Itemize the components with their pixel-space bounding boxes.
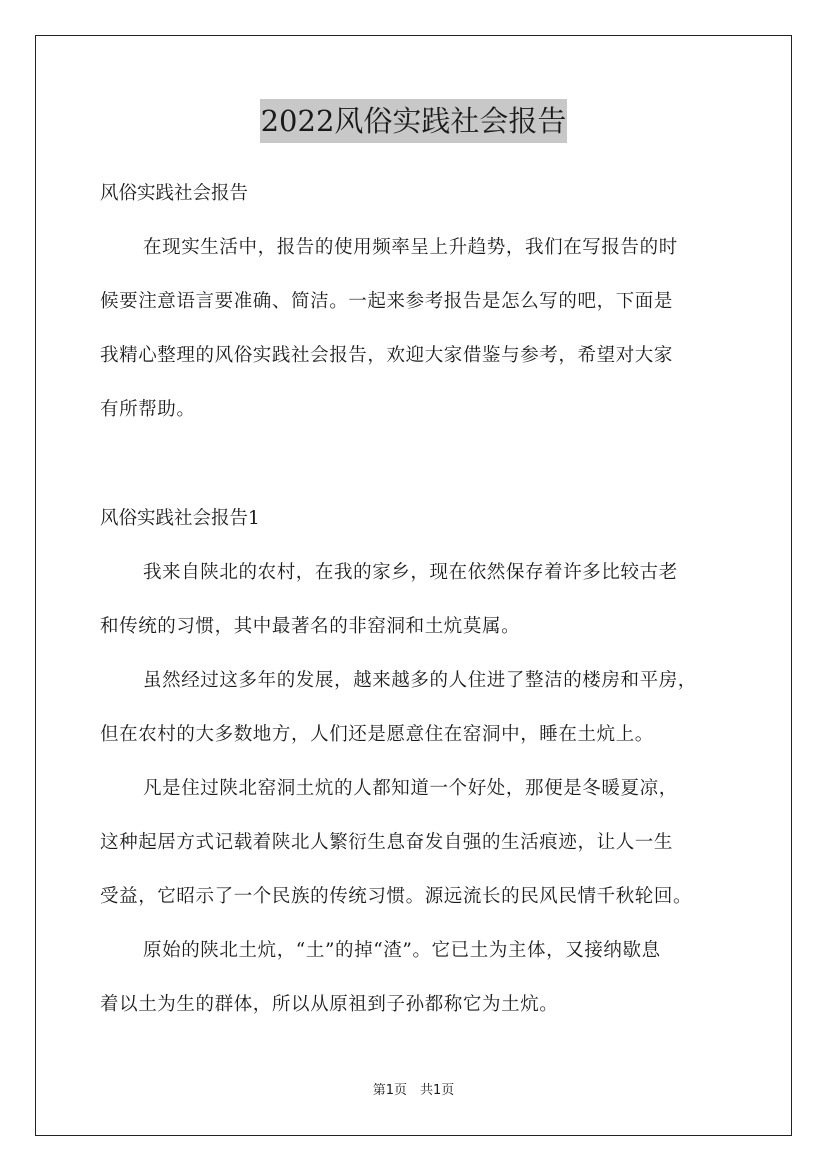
section-line-9: 着以土为生的群体，所以从原祖到子孙都称它为土炕。 [100, 994, 559, 1015]
section-line-3: 虽然经过这多年的发展，越来越多的人住进了整洁的楼房和平房， [143, 670, 697, 691]
intro-line-2: 候要注意语言要准确、简洁。一起来参考报告是怎么写的吧，下面是 [100, 291, 674, 312]
section-heading: 风俗实践社会报告1 [100, 508, 260, 529]
section-line-8: 原始的陕北土炕，“土”的掉“渣”。它已土为主体，又接纳歇息 [143, 940, 661, 961]
section-line-6: 这种起居方式记载着陕北人繁衍生息奋发自强的生活痕迹，让人一生 [100, 832, 674, 853]
section-line-1: 我来自陕北的农村，在我的家乡，现在依然保存着许多比较古老 [143, 562, 678, 583]
intro-line-1: 在现实生活中，报告的使用频率呈上升趋势，我们在写报告的时 [143, 237, 678, 258]
intro-line-3: 我精心整理的风俗实践社会报告，欢迎大家借鉴与参考，希望对大家 [100, 345, 674, 366]
section-line-7: 受益，它昭示了一个民族的传统习惯。源远流长的民风民情千秋轮回。 [100, 886, 693, 907]
document-title [0, 99, 827, 143]
section-line-4: 但在农村的大多数地方，人们还是愿意住在窑洞中，睡在土炕上。 [100, 724, 654, 745]
intro-heading: 风俗实践社会报告 [100, 183, 249, 204]
section-line-5: 凡是住过陕北窑洞土炕的人都知道一个好处，那便是冬暖夏凉， [143, 778, 678, 799]
page-footer: 第1页 共1页 [372, 1083, 455, 1098]
intro-line-4: 有所帮助。 [100, 399, 196, 420]
section-line-2: 和传统的习惯，其中最著名的非窑洞和土炕莫属。 [100, 616, 521, 637]
document-title-text: 2022风俗实践社会报告 [260, 99, 568, 143]
